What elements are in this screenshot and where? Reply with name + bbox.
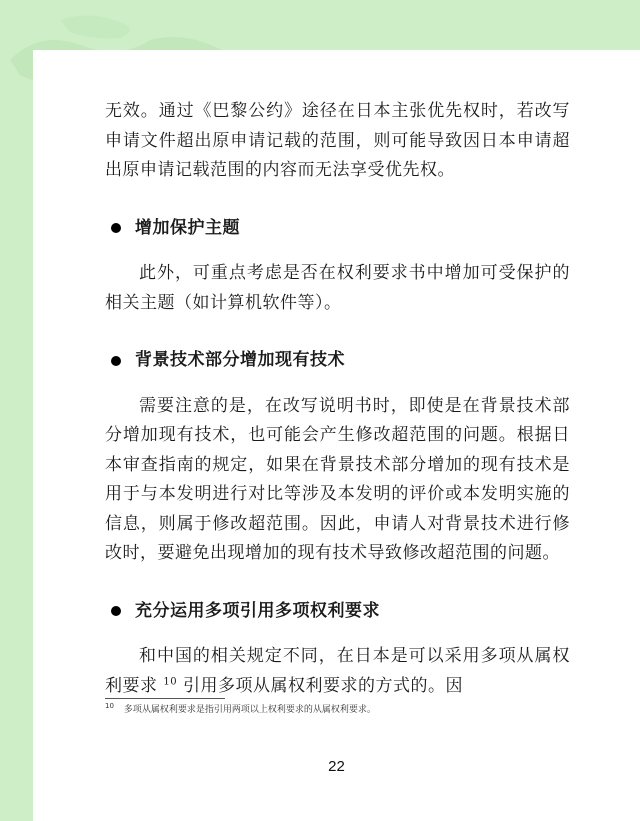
footnote [105,702,585,715]
page-number: 22 [328,758,345,775]
paragraph-1: 无效。通过《巴黎公约》途径在日本主张优先权时，若改写申请文件超出原申请记载的范围，则可能导致因日本申请超出原申请记载范围的内容而无法享受优先权。 [105,101,570,180]
paragraph-2: 此外，可重点考虑是否在权利要求书中增加可受保护的相关主题（如计算机软件等）。 [105,263,570,313]
bullet-icon [111,606,121,616]
footnote-reference[interactable]: 10 [163,675,178,687]
footnote-divider [105,698,225,699]
page-content [105,97,570,701]
section-heading-2 [105,346,570,376]
paragraph-4-text-b: 引用多项从属权利要求的方式的。因 [183,675,464,696]
paragraph-4 [105,642,570,701]
bullet-icon [111,223,121,233]
section-heading-1 [105,214,570,244]
bullet-icon [111,356,121,366]
footnote-mark: 10 [105,702,114,710]
document-page [33,50,640,821]
footnote-text: 多项从属权利要求是指引用两项以上权利要求的从属权利要求。 [123,705,376,715]
section-heading-2-text: 背景技术部分增加现有技术 [135,350,345,370]
section-heading-3 [105,597,570,627]
section-heading-1-text: 增加保护主题 [135,217,240,238]
paragraph-3: 需要注意的是，在改写说明书时，即使是在背景技术部分增加现有技术，也可能会产生修改超范围的问题。根据日本审查指南的规定，如果在背景技术部分增加的现有技术是用于与本发明进行对比等涉及本发明的评价或本发明实施的信息，则属于修改超范围。因此，申请人对背景技术进行修改时，要避免出现增加的现有技术导致修改超范围的问题。 [105,395,570,563]
section-heading-3-text: 充分运用多项引用多项权利要求 [135,600,380,621]
paragraph-4-text-a: 和中国的相关规定不同，在日本是可以采用多项从属权利要求 [105,646,570,696]
